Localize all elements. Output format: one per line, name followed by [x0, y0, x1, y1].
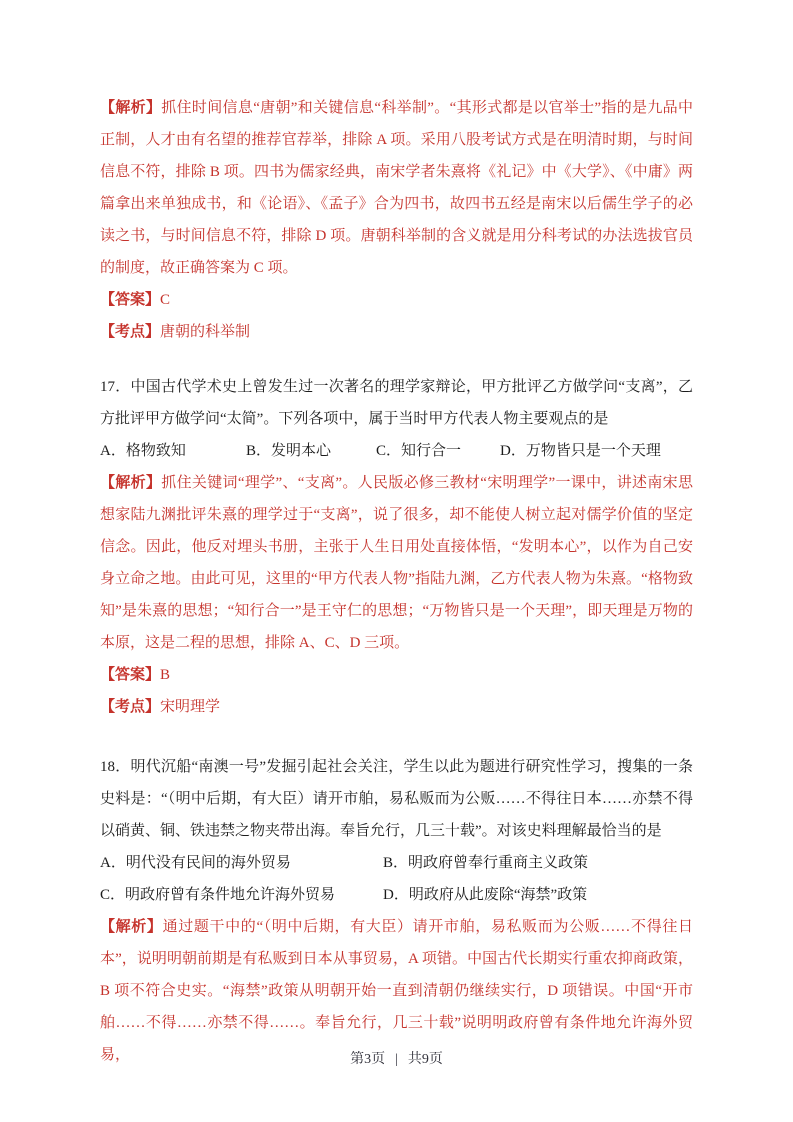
keypoint-label: 【考点】	[100, 699, 161, 715]
q18-option-d: D．明政府从此废除“海禁”政策	[383, 887, 588, 903]
footer-divider: |	[395, 1052, 398, 1067]
page-footer	[0, 1050, 793, 1070]
q17-option-d: D．万物皆只是一个天理	[500, 443, 661, 459]
q17-option-b: B．发明本心	[246, 443, 332, 459]
q18-option-a: A．明代没有民间的海外贸易	[100, 855, 291, 871]
q17-keypoint-line	[100, 691, 693, 723]
analysis-label: 【解析】	[100, 475, 162, 491]
keypoint-label: 【考点】	[100, 324, 161, 340]
q16-explanation-block	[100, 92, 693, 348]
q17-block	[100, 371, 693, 723]
q18-option-b: B．明政府曾奉行重商主义政策	[383, 855, 589, 871]
footer-page-number: 第3页	[350, 1052, 386, 1067]
q16-analysis-text: 抓住时间信息“唐朝”和关键信息“科举制”。“其形式都是以官举士”指的是九品中正制，人才由有名望的推荐官荐举，排除 A 项。采用八股考试方式是在明清时期，与时间信息不符，排除 B 项。四书为儒家经典，南宋学者朱熹将《礼记》中《大学》、《中庸》两篇拿出来单独成书，和《论语》、《孟子》合为四书，故四书五经是南宋以后儒生学子的必读之书，与时间信息不符，排除 D 项。唐朝科举制的含义就是用分科考试的办法选拔官员的制度，故正确答案为 C 项。	[100, 100, 693, 276]
q16-answer-line	[100, 284, 693, 316]
q16-analysis-paragraph	[100, 92, 693, 284]
q16-answer-value: C	[160, 292, 171, 308]
q18-options	[100, 847, 693, 911]
q16-keypoint-line	[100, 316, 693, 348]
q18-block	[100, 751, 693, 1071]
answer-label: 【答案】	[100, 667, 161, 683]
q18-analysis-text: 通过题干中的“（明中后期，有大臣）请开市舶，易私贩而为公贩……不得往日本”，说明明朝前期是有私贩到日本从事贸易，A 项错。中国古代长期实行重农抑商政策，B 项不符合史实。“海禁”政策从明朝开始一直到清朝仍继续实行，D 项错误。中国“开市舶……不得……亦禁不得……。奉旨允行，几三十载”说明明政府曾有条件地允许海外贸易，	[100, 919, 693, 1063]
analysis-label: 【解析】	[100, 919, 163, 935]
q18-analysis-paragraph	[100, 911, 693, 1071]
q17-answer-line	[100, 659, 693, 691]
q17-keypoint-value: 宋明理学	[160, 699, 221, 715]
q16-keypoint-value: 唐朝的科举制	[160, 324, 251, 340]
q17-analysis-text: 抓住关键词“理学”、“支离”。人民版必修三教材“宋明理学”一课中，讲述南宋思想家陆九渊批评朱熹的理学过于“支离”，说了很多，却不能使人树立起对儒学价值的坚定信念。因此，他反对埋头书册，主张于人生日用处直接体悟，“发明本心”，以作为自己安身立命之地。由此可见，这里的“甲方代表人物”指陆九渊，乙方代表人物为朱熹。“格物致知”是朱熹的思想；“知行合一”是王守仁的思想；“万物皆只是一个天理”，即天理是万物的本原，这是二程的思想，排除 A、C、D 三项。	[100, 475, 693, 651]
q18-stem: 18．明代沉船“南澳一号”发掘引起社会关注，学生以此为题进行研究性学习，搜集的一条史料是：“（明中后期，有大臣）请开市舶，易私贩而为公贩……不得往日本……亦禁不得以硝黄、铜、铁违禁之物夹带出海。奉旨允行，几三十载”。对该史料理解最恰当的是	[100, 759, 693, 839]
q17-stem: 17．中国古代学术史上曾发生过一次著名的理学家辩论，甲方批评乙方做学问“支离”，乙方批评甲方做学问“太简”。下列各项中，属于当时甲方代表人物主要观点的是	[100, 379, 693, 427]
answer-label: 【答案】	[100, 292, 161, 308]
q17-analysis-paragraph	[100, 467, 693, 659]
analysis-label: 【解析】	[100, 100, 162, 116]
q18-option-c: C．明政府曾有条件地允许海外贸易	[100, 887, 336, 903]
q17-option-a: A．格物致知	[100, 443, 186, 459]
q17-answer-value: B	[160, 667, 171, 683]
q17-option-c: C．知行合一	[376, 443, 462, 459]
q17-options	[100, 435, 693, 467]
footer-page-total: 共9页	[407, 1052, 443, 1067]
